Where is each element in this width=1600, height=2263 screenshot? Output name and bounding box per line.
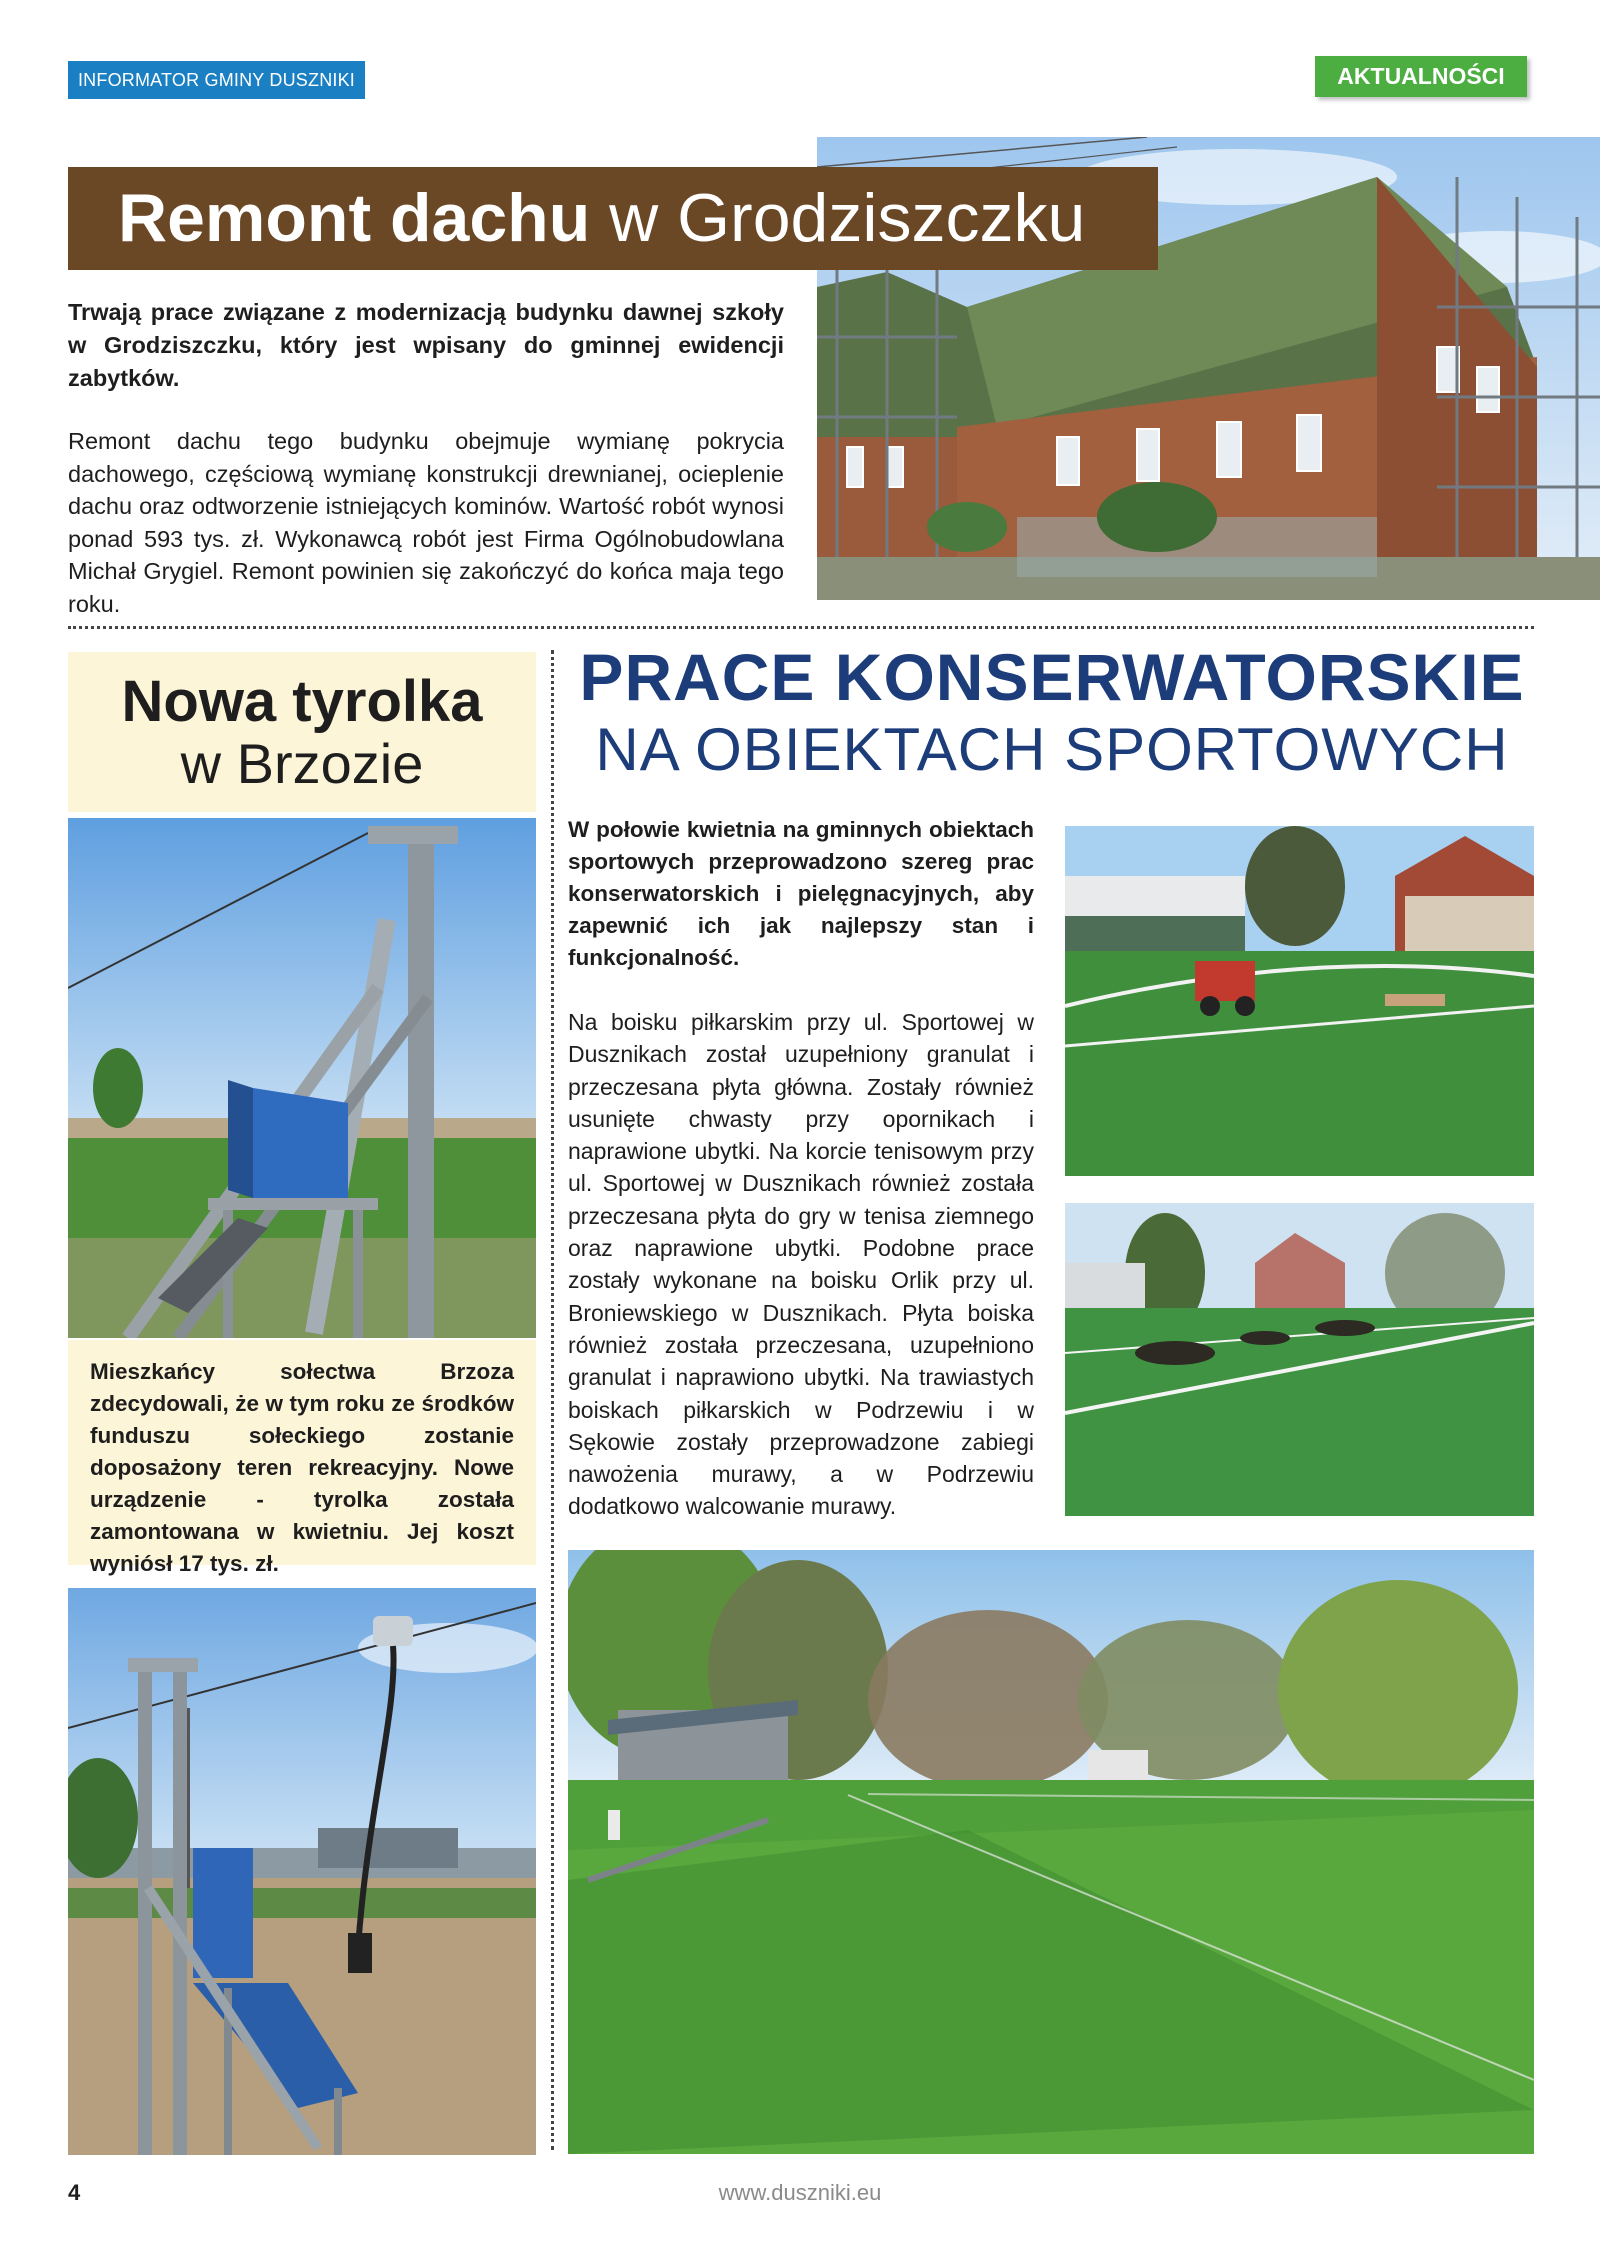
photo-grass-football-pitch: [568, 1550, 1534, 2154]
article2-title-box: [68, 652, 536, 812]
photo-zipline-platform: [68, 818, 536, 1338]
article2-title-line2: w Brzozie: [180, 732, 424, 795]
article3-lead: W połowie kwietnia na gminnych obiektach sportowych przeprowadzono szereg prac konserwatorskich i pielęgnacyjnych, aby zapewnić ich jak najlepszy stan i funkcjonalność.: [568, 817, 1034, 970]
title-rest-part: w Grodziszczku: [609, 180, 1086, 256]
title-bold-part: Remont dachu: [118, 180, 591, 256]
photo-artificial-turf-mower: [1065, 826, 1534, 1176]
article-title-remont-dachu: [68, 167, 1158, 270]
article3-body: Na boisku piłkarskim przy ul. Sportowej w Dusznikach został uzupełniony granulat i przeczesana płyta główna. Zostały również usunięte chwasty przy opornikach i naprawione ubytki. Na korcie tenisowym przy ul. Sportowej w Dusznikach również została przeczesana płyta do gry w tenisa ziemnego oraz naprawione ubytki. Podobne prace zostały wykonane na boisku Orlik przy ul. Broniewskiego w Dusznikach. Płyta boiska również została przeczesana, uzupełniono granulat i naprawiono ubytki. Na trawiastych boiskach piłkarskich w Podrzewiu i w Sękowie zostały przeprowadzone zabiegi nawożenia murawy, a w Podrzewiu dodatkowo walcowanie murawy.: [568, 1009, 1034, 1520]
photo-orlik-field: [1065, 1203, 1534, 1516]
horizontal-divider: [68, 626, 1534, 629]
footer-url: www.duszniki.eu: [718, 2180, 882, 2205]
section-tag-informator: INFORMATOR GMINY DUSZNIKI: [68, 61, 365, 99]
section-tag-aktualnosci: AKTUALNOŚCI: [1315, 56, 1527, 97]
article2-title-line1: Nowa tyrolka: [121, 669, 483, 734]
article3-title-line1: PRACE KONSERWATORSKIE: [579, 640, 1525, 714]
photo-zipline-seat: [68, 1588, 536, 2155]
article3-title-line2: NA OBIEKTACH SPORTOWYCH: [595, 716, 1509, 783]
page-number: 4: [68, 2180, 81, 2205]
article1-lead: Trwają prace związane z modernizacją budynku dawnej szkoły w Grodziszczku, który jest wpisany do gminnej ewidencji zabytków.: [68, 299, 784, 391]
article2-lead: Mieszkańcy sołectwa Brzoza zdecydowali, że w tym roku ze środków funduszu sołeckiego zostanie doposażony teren rekreacyjny. Nowe urządzenie - tyrolka została zamontowana w kwietniu. Jej koszt wyniósł 17 tys. zł.: [68, 1340, 536, 1565]
article1-body: Remont dachu tego budynku obejmuje wymianę pokrycia dachowego, częściową wymianę konstrukcji drewnianej, ocieplenie dachu oraz odtworzenie istniejących kominów. Wartość robót wynosi ponad 593 tys. zł. Wykonawcą robót jest Firma Ogólnobudowlana Michał Grygiel. Remont powinien się zakończyć do końca maja tego roku.: [68, 428, 784, 617]
vertical-divider: [551, 650, 554, 2150]
